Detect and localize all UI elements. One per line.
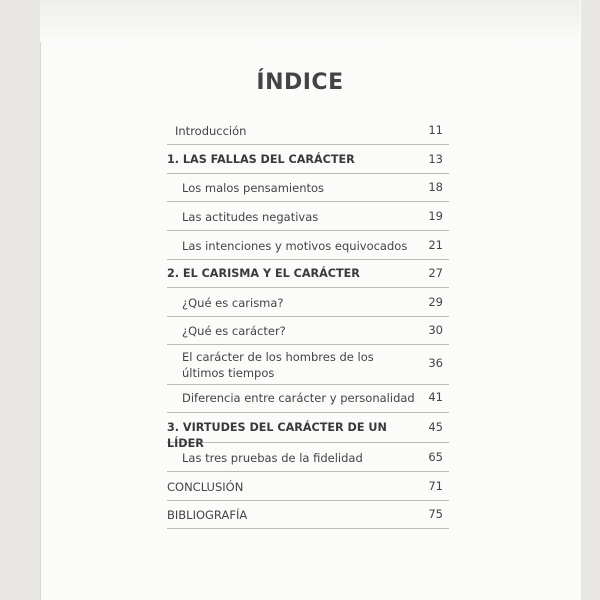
toc-entry [167, 288, 449, 317]
toc-entry-label: El carácter de los hombres de los últimos tiempos [182, 350, 374, 380]
toc-entry-page: 45 [428, 420, 443, 434]
toc-entry-page: 18 [428, 180, 443, 194]
toc-entry-label: ¿Qué es carisma? [182, 296, 284, 310]
toc-entry-page: 71 [428, 479, 443, 493]
toc-entry-page: 13 [428, 152, 443, 166]
toc-entry [167, 117, 449, 145]
toc-entry-label: Las intenciones y motivos equivocados [182, 239, 408, 253]
toc-entry-page: 27 [428, 266, 443, 280]
toc-entry-label: Las tres pruebas de la fidelidad [182, 451, 363, 465]
toc-entry [167, 385, 449, 413]
toc-entry-page: 41 [428, 390, 443, 404]
page-title: ÍNDICE [256, 70, 344, 95]
toc-chapter [167, 145, 449, 174]
toc-entry [167, 174, 449, 202]
toc-entry-label: Diferencia entre carácter y personalidad [182, 391, 415, 405]
toc-entry [167, 472, 449, 501]
toc-chapter [167, 413, 449, 450]
toc-entry [167, 317, 449, 345]
toc-entry-page: 65 [428, 450, 443, 464]
toc-entry-page: 36 [428, 356, 443, 370]
toc-entry-label: Los malos pensamientos [182, 181, 325, 195]
toc-entry-page: 21 [428, 238, 443, 252]
toc-entry [167, 501, 449, 529]
table-of-contents [167, 117, 449, 529]
toc-entry [167, 231, 449, 260]
toc-chapter [167, 260, 449, 288]
toc-entry-label: CONCLUSIÓN [167, 480, 244, 494]
toc-entry-label: 3. VIRTUDES DEL CARÁCTER DE UN LÍDER [167, 421, 387, 450]
toc-entry-label: BIBLIOGRAFÍA [167, 508, 248, 522]
toc-entry-page: 29 [428, 295, 443, 309]
toc-entry [167, 202, 449, 231]
page-top-shading [40, 0, 580, 42]
toc-entry [167, 345, 449, 385]
toc-entry-page: 19 [428, 209, 443, 223]
toc-entry-label: Las actitudes negativas [182, 210, 319, 224]
toc-entry-label: 2. EL CARISMA Y EL CARÁCTER [167, 267, 360, 280]
toc-entry-page: 11 [428, 123, 443, 137]
toc-entry-label: 1. LAS FALLAS DEL CARÁCTER [167, 153, 355, 166]
toc-entry-page: 30 [428, 323, 443, 337]
toc-entry [167, 443, 449, 472]
toc-entry-label: Introducción [175, 124, 247, 138]
toc-entry-label: ¿Qué es carácter? [182, 324, 286, 338]
toc-entry-page: 75 [428, 507, 443, 521]
